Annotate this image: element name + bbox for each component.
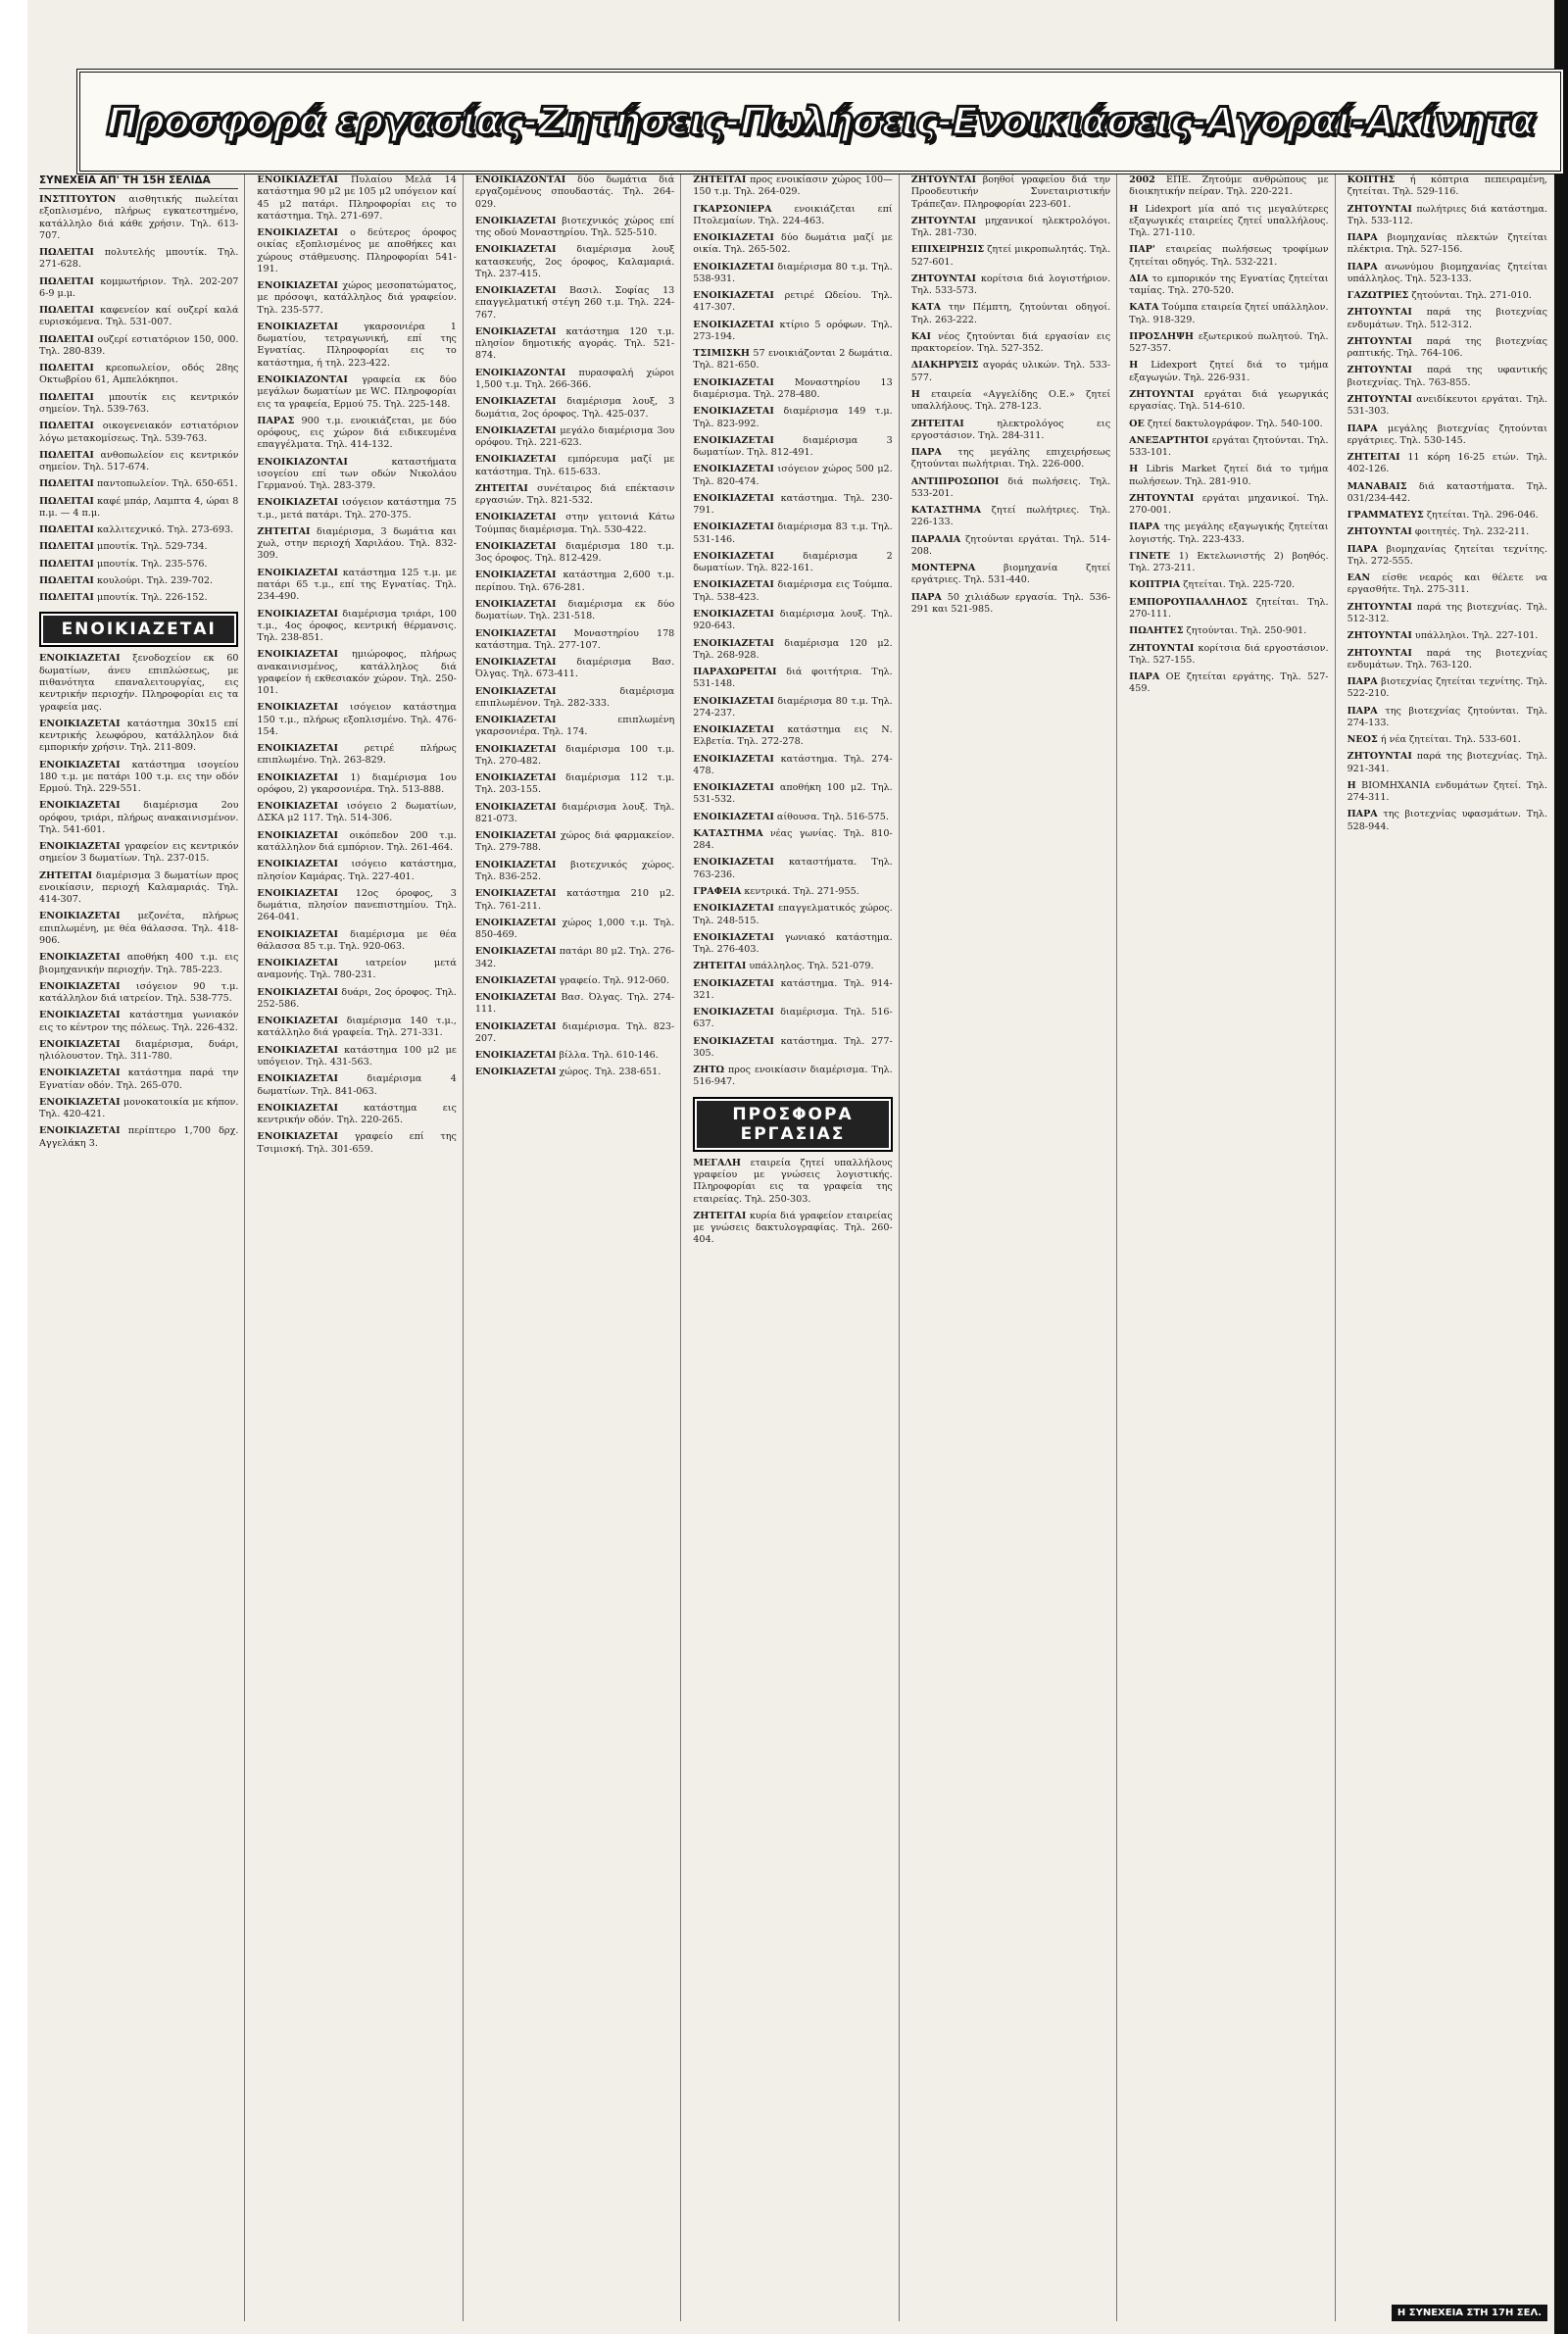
classified-ad: ΕΝΟΙΚΙΑΖΕΤΑΙ κατάστημα 210 μ2. Τηλ. 761-211. [474, 888, 675, 912]
column-1-ads-before [39, 194, 238, 604]
classified-ad: ΚΑΙ νέος ζητούνται διά εργασίαν εις πρακτορείον. Τηλ. 527-352. [910, 330, 1111, 355]
classified-ad: ΕΝΟΙΚΙΑΖΕΤΑΙ κατάστημα. Τηλ. 230-791. [693, 492, 893, 517]
classified-ad: ΠΩΛΕΙΤΑΙ ανθοπωλείον εις κεντρικόν σημείον. Τηλ. 517-674. [39, 449, 239, 473]
classified-ad: ΠΑΡΑ μεγάλης βιοτεχνίας ζητούνται εργάτριες. Τηλ. 530-145. [1347, 422, 1547, 446]
column-1 [39, 174, 245, 2321]
classified-ad: ΠΩΛΕΙΤΑΙ παντοπωλείον. Τηλ. 650-651. [39, 478, 238, 490]
classified-ad: ΠΑΡΑ της βιοτεχνίας ζητούνται. Τηλ. 274-133. [1347, 705, 1547, 728]
classified-ad: ΙΝΣΤΙΤΟΥΤΟΝ αισθητικής πωλείται εξοπλισμένο, πλήρως εγκατεστημένο, κατάλληλο διά κάθε χρήσιν. Τηλ. 613-707. [39, 194, 239, 241]
classified-ad: ΕΝΟΙΚΙΑΖΕΤΑΙ ξενοδοχείον εκ 60 δωματίων, άνευ επιπλώσεως, με πιθανότητα επαναλειτουργίας, εις κεντρικήν περιοχήν. Πληροφορίαι εις τα γραφεία μας. [39, 653, 239, 713]
column-2-ads [257, 174, 456, 1156]
classified-ad: ΕΝΟΙΚΙΑΖΕΤΑΙ ισόγειο 2 δωματίων, ΔΣΚΑ μ2 117. Τηλ. 514-306. [257, 801, 457, 824]
classified-ad: ΕΝΟΙΚΙΑΖΕΤΑΙ διαμέρισμα 140 τ.μ., κατάλληλο διά γραφεία. Τηλ. 271-331. [257, 1016, 457, 1039]
classified-ad: ΠΩΛΕΙΤΑΙ πολυτελής μπουτίκ. Τηλ. 271-628. [39, 247, 239, 271]
classified-ad: ΕΝΟΙΚΙΑΖΕΤΑΙ καταστήματα. Τηλ. 763-236. [693, 857, 893, 880]
classified-ad: ΖΗΤΕΙΤΑΙ διαμέρισμα 3 δωματίων προς ενοικίασιν, περιοχή Καλαμαριάς. Τηλ. 414-307. [39, 869, 239, 906]
classified-ad: ΕΝΟΙΚΙΑΖΕΤΑΙ ισόγειον κατάστημα 75 τ.μ., μετά πατάρι. Τηλ. 270-375. [257, 497, 457, 521]
classified-ad: ΤΣΙΜΙΣΚΗ 57 ενοικιάζονται 2 δωμάτια. Τηλ. 821-650. [693, 348, 893, 372]
classified-ad: ΕΝΟΙΚΙΑΖΕΤΑΙ διαμέρισμα 2ου ορόφου, τριάρι, πλήρως ανακαινισμένον. Τηλ. 541-601. [39, 800, 239, 835]
classified-ad: ΔΙΑ το εμπορικόν της Εγνατίας ζητείται ταμίας. Τηλ. 270-520. [1129, 273, 1329, 297]
classified-ad: ΕΝΟΙΚΙΑΖΕΤΑΙ ισόγειο κατάστημα, πλησίον Καμάρας. Τηλ. 227-401. [257, 859, 457, 882]
classified-ad: ΕΝΟΙΚΙΑΖΕΤΑΙ διαμέρισμα. Τηλ. 823-207. [474, 1020, 675, 1044]
classified-ad: ΠΑΡΑ της βιοτεχνίας υφασμάτων. Τηλ. 528-944. [1347, 809, 1547, 832]
classified-ad: ΕΝΟΙΚΙΑΖΕΤΑΙ κατάστημα εις κεντρικήν οδόν. Τηλ. 220-265. [257, 1102, 457, 1126]
classified-ad: ΠΑΡΑ 50 χιλιάδων εργασία. Τηλ. 536-291 και 521-985. [910, 591, 1111, 615]
classified-ad: ΕΝΟΙΚΙΑΖΕΤΑΙ κατάστημα εις Ν. Ελβετία. Τηλ. 272-278. [693, 724, 893, 748]
classified-ad: ΜΟΝΤΕΡΝΑ βιομηχανία ζητεί εργάτριες. Τηλ. 531-440. [910, 563, 1111, 586]
classified-ad: ΕΝΟΙΚΙΑΖΕΤΑΙ διαμέρισμα 83 τ.μ. Τηλ. 531-146. [693, 521, 893, 545]
classified-ad: ΕΝΟΙΚΙΑΖΕΤΑΙ ρετιρέ Ωδείου. Τηλ. 417-307. [693, 290, 893, 314]
column-7 [1348, 174, 1553, 2321]
classified-ad: ΖΗΤΟΥΝΤΑΙ παρά της βιοτεχνίας. Τηλ. 921-341. [1347, 751, 1547, 774]
classified-ad: ΖΗΤΟΥΝΤΑΙ εργάται διά γεωργικάς εργασίας. Τηλ. 514-610. [1129, 388, 1329, 413]
classified-ad: ΕΝΟΙΚΙΑΖΕΤΑΙ κατάστημα ισογείου 180 τ.μ. με πατάρι 100 τ.μ. εις την οδόν Ερμού. Τηλ. 229-551. [39, 759, 239, 795]
classified-ad: ΓΑΖΩΤΡΙΕΣ ζητούνται. Τηλ. 271-010. [1347, 290, 1532, 302]
classifieds-banner [76, 69, 1564, 174]
classified-ad: ΕΝΟΙΚΙΑΖΕΤΑΙ δύο δωμάτια μαζί με οικία. Τηλ. 265-502. [693, 232, 893, 256]
classified-ad: ΕΝΟΙΚΙΑΖΕΤΑΙ γραφείον εις κεντρικόν σημείον 3 δωματίων. Τηλ. 237-015. [39, 841, 239, 865]
classified-ad: ΕΝΟΙΚΙΑΖΕΤΑΙ οικόπεδον 200 τ.μ. κατάλληλον διά εμπόριον. Τηλ. 261-464. [257, 829, 457, 854]
classified-ad: ΕΝΟΙΚΙΑΖΕΤΑΙ στην γειτονιά Κάτω Τούμπας διαμέρισμα. Τηλ. 530-422. [474, 512, 675, 535]
classified-ad: ΑΝΕΞΑΡΤΗΤΟΙ εργάται ζητούνται. Τηλ. 533-101. [1129, 434, 1329, 459]
classified-ad: ΑΝΤΙΠΡΟΣΩΠΟΙ διά πωλήσεις. Τηλ. 533-201. [910, 475, 1111, 499]
classified-ad: ΕΝΟΙΚΙΑΖΕΤΑΙ διαμέρισμα λουξ. Τηλ. 920-643. [693, 608, 893, 632]
classified-ad: ΖΗΤΕΙΤΑΙ 11 κόρη 16-25 ετών. Τηλ. 402-126. [1347, 452, 1547, 475]
classified-ad: ΕΝΟΙΚΙΑΖΕΤΑΙ ιατρείον μετά αναμονής. Τηλ. 780-231. [257, 958, 457, 981]
classified-ad: ΕΝΟΙΚΙΑΖΕΤΑΙ βίλλα. Τηλ. 610-146. [474, 1050, 659, 1062]
classified-ad: ΕΝΟΙΚΙΑΖΕΤΑΙ διαμέρισμα 120 μ2. Τηλ. 268-928. [693, 637, 893, 661]
classified-ad: ΠΑΡΑ βιομηχανίας πλεκτών ζητείται πλέκτρια. Τηλ. 527-156. [1347, 232, 1547, 256]
classified-ad: ΚΟΠΤΗΣ ή κόπτρια πεπειραμένη, ζητείται. Τηλ. 529-116. [1347, 174, 1547, 198]
classified-ad: ΕΝΟΙΚΙΑΖΕΤΑΙ διαμέρισμα 100 τ.μ. Τηλ. 270-482. [474, 743, 675, 767]
classified-ad: ΕΝΟΙΚΙΑΖΕΤΑΙ διαμέρισμα 3 δωματίων. Τηλ. 812-491. [693, 434, 893, 459]
classified-ad: ΕΝΟΙΚΙΑΖΕΤΑΙ γωνιακό κατάστημα. Τηλ. 276-403. [693, 931, 893, 956]
classified-ad: ΖΗΤΟΥΝΤΑΙ μηχανικοί ηλεκτρολόγοι. Τηλ. 281-730. [910, 215, 1111, 239]
classified-ad: Η Lidexport μία από τις μεγαλύτερες εξαγωγικές εταιρείες ζητεί υπαλλήλους. Τηλ. 271-110. [1129, 203, 1329, 239]
page-right-edge [1554, 0, 1568, 2334]
classified-ad: ΖΗΤΟΥΝΤΑΙ παρά της βιοτεχνίας ενδυμάτων. Τηλ. 512-312. [1347, 307, 1547, 330]
classified-ad: ΕΝΟΙΚΙΑΖΕΤΑΙ διαμέρισμα 180 τ.μ. 3ος όροφος. Τηλ. 812-429. [474, 540, 675, 565]
classifieds-columns [39, 174, 1553, 2321]
classified-ad: ΕΝΟΙΚΙΑΖΕΤΑΙ διαμέρισμα εις Τούμπα. Τηλ. 538-423. [693, 579, 893, 603]
classified-ad: ΕΝΟΙΚΙΑΖΕΤΑΙ χώρος. Τηλ. 238-651. [474, 1067, 662, 1078]
classified-ad: ΖΗΤΕΙΤΑΙ κυρία διά γραφείον εταιρείας με γνώσεις δακτυλογραφίας. Τηλ. 260-404. [693, 1210, 893, 1246]
column-5 [911, 174, 1117, 2321]
column-4-job-ads [693, 1158, 892, 1247]
classified-ad: ΕΝΟΙΚΙΑΖΕΤΑΙ ισόγειον χώρος 500 μ2. Τηλ. 820-474. [693, 464, 893, 487]
classified-ad: ΕΝΟΙΚΙΑΖΕΤΑΙ διαμέρισμα 80 τ.μ. Τηλ. 538-931. [693, 261, 893, 284]
classified-ad: ΠΩΛΕΙΤΑΙ μπουτίκ. Τηλ. 226-152. [39, 592, 208, 604]
classified-ad: ΕΝΟΙΚΙΑΖΕΤΑΙ αποθήκη 100 μ2. Τηλ. 531-532. [693, 782, 893, 806]
classified-ad: ΕΝΟΙΚΙΑΖΕΤΑΙ διαμέρισμα λουξ κατασκευής, 2ος όροφος, Καλαμαριά. Τηλ. 237-415. [474, 244, 675, 279]
column-6-ads [1129, 174, 1328, 696]
classified-ad: ΕΝΟΙΚΙΑΖΕΤΑΙ 12ος όροφος, 3 δωμάτια, πλησίον πανεπιστημίου. Τηλ. 264-041. [257, 887, 457, 923]
classified-ad: ΕΝΟΙΚΙΑΖΕΤΑΙ γραφείο επί της Τσιμισκή. Τηλ. 301-659. [257, 1131, 457, 1155]
classified-ad: ΠΩΛΕΙΤΑΙ κομμωτήριον. Τηλ. 202-207 6-9 μ.μ. [39, 275, 239, 299]
classified-ad: ΕΝΟΙΚΙΑΖΕΤΑΙ διαμέρισμα εκ δύο δωματίων. Τηλ. 231-518. [474, 598, 675, 622]
classified-ad: ΕΝΟΙΚΙΑΖΕΤΑΙ Πυλαίου Μελά 14 κατάστημα 90 μ2 με 105 μ2 υπόγειον καί 45 μ2 πατάρι. Πληροφορίαι εις το κατάστημα. Τηλ. 271-697. [257, 174, 457, 222]
section-heading-rentals: ΕΝΟΙΚΙΑΖΕΤΑΙ [39, 612, 238, 647]
classified-ad: ΓΚΑΡΣΟΝΙΕΡΑ ενοικιάζεται επί Πτολεμαίων. Τηλ. 224-463. [693, 203, 893, 226]
classified-ad: ΖΗΤΟΥΝΤΑΙ παρά της βιοτεχνίας ραπτικής. Τηλ. 764-106. [1347, 335, 1547, 360]
classified-ad: ΕΝΟΙΚΙΑΖΕΤΑΙ χώρος διά φαρμακείον. Τηλ. 279-788. [474, 830, 675, 854]
classified-ad: ΚΑΤΑ Τούμπα εταιρεία ζητεί υπάλληλον. Τηλ. 918-329. [1129, 302, 1329, 325]
classified-ad: ΖΗΤΟΥΝΤΑΙ κορίτσια διά λογιστήριον. Τηλ. 533-573. [910, 273, 1111, 297]
classified-ad: ΕΝΟΙΚΙΑΖΕΤΑΙ επαγγελματικός χώρος. Τηλ. 248-515. [693, 903, 893, 926]
classified-ad: ΕΝΟΙΚΙΑΖΕΤΑΙ μονοκατοικία με κήπον. Τηλ. 420-421. [39, 1096, 239, 1120]
classified-ad: ΖΗΤΟΥΝΤΑΙ υπάλληλοι. Τηλ. 227-101. [1347, 630, 1539, 642]
classified-ad: ΓΡΑΦΕΙΑ κεντρικά. Τηλ. 271-955. [693, 886, 859, 898]
classified-ad: ΖΗΤΟΥΝΤΑΙ πωλήτριες διά κατάστημα. Τηλ. 533-112. [1347, 203, 1547, 226]
classified-ad: ΕΝΟΙΚΙΑΖΕΤΑΙ διαμέρισμα τριάρι, 100 τ.μ., 4ος όροφος, κεντρική θέρμανσις. Τηλ. 238-851. [257, 608, 457, 644]
classified-ad: ΠΩΛΕΙΤΑΙ μπουτίκ. Τηλ. 529-734. [39, 541, 208, 553]
classified-ad: ΕΝΟΙΚΙΑΖΟΝΤΑΙ πυρασφαλή χώροι 1,500 τ.μ. Τηλ. 266-366. [474, 367, 675, 390]
classified-ad: ΕΝΟΙΚΙΑΖΕΤΑΙ δυάρι, 2ος όροφος. Τηλ. 252-586. [257, 986, 457, 1010]
classified-ad: ΖΗΤΟΥΝΤΑΙ φοιτητές. Τηλ. 232-211. [1347, 526, 1530, 538]
classified-ad: ΜΑΝΑΒΑΙΣ διά καταστήματα. Τηλ. 031/234-442. [1347, 480, 1547, 504]
classified-ad: ΖΗΤΩ προς ενοικίασιν διαμέρισμα. Τηλ. 516-947. [693, 1065, 893, 1088]
continuation-footer: Η ΣΥΝΕΧΕΙΑ ΣΤΗ 17Η ΣΕΛ. [1392, 2305, 1547, 2321]
classified-ad: ΠΩΛΕΙΤΑΙ καφέ μπάρ, Λαμπτα 4, ώραι 8 π.μ. — 4 π.μ. [39, 495, 239, 519]
classified-ad: ΠΑΡΑΧΩΡΕΙΤΑΙ διά φοιτήτρια. Τηλ. 531-148. [693, 667, 893, 690]
classified-ad: ΕΝΟΙΚΙΑΖΕΤΑΙ αίθουσα. Τηλ. 516-575. [693, 811, 889, 822]
classified-ad: ΕΝΟΙΚΙΑΖΕΤΑΙ κατάστημα γωνιακόν εις το κέντρον της πόλεως. Τηλ. 226-432. [39, 1010, 239, 1033]
classified-ad: ΚΑΤΑΣΤΗΜΑ νέας γωνίας. Τηλ. 810-284. [693, 827, 893, 852]
classified-ad: ΖΗΤΟΥΝΤΑΙ βοηθοί γραφείου διά την Προοδευτικήν Συνεταιριστικήν Τράπεζαν. Πληροφορίαι 223-601. [910, 174, 1111, 210]
classified-ad: ΕΝΟΙΚΙΑΖΕΤΑΙ διαμέρισμα 4 δωματίων. Τηλ. 841-063. [257, 1073, 457, 1097]
classified-ad: ΖΗΤΟΥΝΤΑΙ παρά της υφαντικής βιοτεχνίας. Τηλ. 763-855. [1347, 365, 1547, 388]
classified-ad: ΠΑΡΑ ανωνύμου βιομηχανίας ζητείται υπάλληλος. Τηλ. 523-133. [1347, 261, 1547, 284]
classified-ad: ΕΝΟΙΚΙΑΖΕΤΑΙ χώρος 1,000 τ.μ. Τηλ. 850-469. [474, 917, 675, 941]
classified-ad: ΕΝΟΙΚΙΑΖΕΤΑΙ κατάστημα 100 μ2 με υπόγειον. Τηλ. 431-563. [257, 1044, 457, 1068]
classified-ad: ΕΝΟΙΚΙΑΖΕΤΑΙ κατάστημα 125 τ.μ. με πατάρι 65 τ.μ., επί της Εγνατίας. Τηλ. 234-490. [257, 567, 457, 603]
classified-ad: ΠΡΟΣΛΗΨΗ εξωτερικού πωλητού. Τηλ. 527-357. [1129, 330, 1329, 355]
classified-ad: ΕΝΟΙΚΙΑΖΕΤΑΙ διαμέρισμα 149 τ.μ. Τηλ. 823-992. [693, 406, 893, 429]
banner-title: Προσφορά εργασίας-Ζητήσεις-Πωλήσεις-Ενοικιάσεις-Αγοραί-Ακίνητα [106, 99, 1535, 144]
classified-ad: ΕΝΟΙΚΙΑΖΕΤΑΙ διαμέρισμα 112 τ.μ. Τηλ. 203-155. [474, 772, 675, 796]
column-5-ads [911, 174, 1110, 616]
classified-ad: ΖΗΤΟΥΝΤΑΙ παρά της βιοτεχνίας. Τηλ. 512-312. [1347, 601, 1547, 624]
classified-ad: ΟΕ ζητεί δακτυλογράφον. Τηλ. 540-100. [1129, 418, 1323, 429]
classified-ad: ΕΝΟΙΚΙΑΖΕΤΑΙ Βασ. Όλγας. Τηλ. 274-111. [474, 992, 675, 1016]
classified-ad: ΕΝΟΙΚΙΑΖΕΤΑΙ περίπτερο 1,700 δρχ. Αγγελάκη 3. [39, 1125, 239, 1149]
classified-ad: ΕΝΟΙΚΙΑΖΕΤΑΙ κτίριο 5 ορόφων. Τηλ. 273-194. [693, 319, 893, 342]
classified-ad: ΠΑΡΑ βιοτεχνίας ζητείται τεχνίτης. Τηλ. 522-210. [1347, 676, 1547, 700]
classified-ad: ΕΝΟΙΚΙΑΖΕΤΑΙ διαμέρισμα με θέα θάλασσα 85 τ.μ. Τηλ. 920-063. [257, 928, 457, 952]
classified-ad: ΕΝΟΙΚΙΑΖΕΤΑΙ πατάρι 80 μ2. Τηλ. 276-342. [474, 946, 675, 969]
classified-ad: ΕΝΟΙΚΙΑΖΕΤΑΙ χώρος μεσοπατώματος, με πρόσοψι, κατάλληλος διά γραφείον. Τηλ. 235-577. [257, 280, 457, 316]
classified-ad: ΕΝΟΙΚΙΑΖΕΤΑΙ κατάστημα παρά την Εγνατίαν οδόν. Τηλ. 265-070. [39, 1068, 239, 1091]
classified-ad: ΠΩΛΕΙΤΑΙ κουλούρι. Τηλ. 239-702. [39, 574, 214, 586]
classified-ad: ΠΑΡΑ βιομηχανίας ζητείται τεχνίτης. Τηλ. 272-555. [1347, 543, 1547, 567]
classified-ad: ΠΑΡΑ της μεγάλης επιχειρήσεως ζητούνται πωλήτριαι. Τηλ. 226-000. [910, 447, 1111, 471]
classified-ad: ΠΩΛΕΙΤΑΙ μπουτίκ. Τηλ. 235-576. [39, 558, 208, 570]
classified-ad: Η ΒΙΟΜΗΧΑΝΙΑ ενδυμάτων ζητεί. Τηλ. 274-311. [1347, 779, 1547, 804]
classified-ad: ΕΝΟΙΚΙΑΖΕΤΑΙ μεγάλο διαμέρισμα 3ου ορόφου. Τηλ. 221-623. [474, 424, 675, 449]
classified-ad: ΖΗΤΟΥΝΤΑΙ εργάται μηχανικοί. Τηλ. 270-001. [1129, 492, 1329, 517]
classified-ad: ΓΙΝΕΤΕ 1) Εκτελωνιστής 2) βοηθός. Τηλ. 273-211. [1129, 550, 1329, 574]
classified-ad: ΚΟΠΤΡΙΑ ζητείται. Τηλ. 225-720. [1129, 579, 1296, 591]
classified-ad: ΕΝΟΙΚΙΑΖΕΤΑΙ ρετιρέ πλήρως επιπλωμένο. Τηλ. 263-829. [257, 743, 457, 767]
classified-ad: Η εταιρεία «Αγγελίδης Ο.Ε.» ζητεί υπαλλήλους. Τηλ. 278-123. [910, 388, 1111, 413]
classified-ad: ΕΝΟΙΚΙΑΖΕΤΑΙ διαμέρισμα λουξ. Τηλ. 821-073. [474, 801, 675, 824]
classified-ad: ΚΑΤΑ την Πέμπτη, ζητούνται οδηγοί. Τηλ. 263-222. [910, 302, 1111, 325]
classified-ad: ΕΝΟΙΚΙΑΖΕΤΑΙ κατάστημα. Τηλ. 274-478. [693, 753, 893, 776]
classified-ad: ΜΕΓΑΛΗ εταιρεία ζητεί υπαλλήλους γραφείου με γνώσεις λογιστικής. Πληροφορίαι εις τα γραφεία της εταιρείας. Τηλ. 250-303. [693, 1157, 893, 1205]
classified-ad: ΕΑΝ είσθε νεαρός και θέλετε να εργασθήτε. Τηλ. 275-311. [1347, 572, 1547, 596]
classified-ad: ΕΝΟΙΚΙΑΖΟΝΤΑΙ δύο δωμάτια διά εργαζομένους σπουδαστάς. Τηλ. 264-029. [474, 174, 675, 210]
classified-ad: ΖΗΤΕΙΤΑΙ υπάλληλος. Τηλ. 521-079. [693, 961, 874, 972]
column-6 [1129, 174, 1335, 2321]
column-2 [257, 174, 463, 2321]
page-left-margin [0, 0, 27, 2334]
classified-ad: ΕΠΙΧΕΙΡΗΣΙΣ ζητεί μικροπωλητάς. Τηλ. 527-601. [910, 244, 1111, 268]
classified-ad: ΖΗΤΕΙΤΑΙ ηλεκτρολόγος εις εργοστάσιον. Τηλ. 284-311. [910, 418, 1111, 441]
column-4-ads [693, 174, 892, 1089]
classified-ad: ΕΝΟΙΚΙΑΖΕΤΑΙ ημιώροφος, πλήρως ανακαινισμένος, κατάλληλος διά γραφείον ή εκθεσιακόν χώρον. Τηλ. 250-101. [257, 649, 457, 697]
column-3 [475, 174, 681, 2321]
classified-ad: ΖΗΤΕΙΤΑΙ διαμέρισμα, 3 δωμάτια και χωλ, στην περιοχή Χαριλάου. Τηλ. 832-309. [257, 525, 457, 562]
classified-ad: ΕΝΟΙΚΙΑΖΕΤΑΙ γκαρσονιέρα 1 δωματίου, τετραγωνική, επί της Εγνατίας. Πληροφορίαι εις το κατάστημα, ή τηλ. 223-422. [257, 321, 457, 369]
column-4 [693, 174, 899, 2321]
classified-ad: ΕΝΟΙΚΙΑΖΕΤΑΙ κατάστημα 30x15 επί κεντρικής λεωφόρου, κατάλληλον διά εμπορικήν χρήσιν. Τηλ. 211-809. [39, 718, 239, 754]
classified-ad: ΕΝΟΙΚΙΑΖΕΤΑΙ Βασιλ. Σοφίας 13 επαγγελματική στέγη 260 τ.μ. Τηλ. 224-767. [474, 285, 675, 321]
classified-ad: ΕΝΟΙΚΙΑΖΕΤΑΙ κατάστημα. Τηλ. 914-321. [693, 977, 893, 1001]
classified-ad: ΔΙΑΚΗΡΥΞΙΣ αγοράς υλικών. Τηλ. 533-577. [910, 360, 1111, 383]
classified-ad: ΖΗΤΟΥΝΤΑΙ κορίτσια διά εργοστάσιον. Τηλ. 527-155. [1129, 642, 1329, 666]
classified-ad: ΕΝΟΙΚΙΑΖΕΤΑΙ κατάστημα 2,600 τ.μ. περίπου. Τηλ. 676-281. [474, 570, 675, 593]
classified-ad: ΕΝΟΙΚΙΑΖΕΤΑΙ ο δεύτερος όροφος οικίας εξοπλισμένος με αποθήκες και χώρους στάθμευσης. Πληροφορίαι 541-191. [257, 227, 457, 274]
column-3-ads [475, 174, 674, 1079]
continuation-header: ΣΥΝΕΧΕΙΑ ΑΠ' ΤΗ 15Η ΣΕΛΙΔΑ [39, 174, 238, 189]
classified-ad: ΕΝΟΙΚΙΑΖΕΤΑΙ επιπλωμένη γκαρσονιέρα. Τηλ. 174. [474, 715, 675, 738]
classified-ad: Η Lidexport ζητεί διά το τμήμα εξαγωγών. Τηλ. 226-931. [1129, 360, 1329, 383]
classified-ad: ΕΝΟΙΚΙΑΖΕΤΑΙ διαμέρισμα λουξ, 3 δωμάτια, 2ος όροφος. Τηλ. 425-037. [474, 396, 675, 420]
classified-ad: ΚΑΤΑΣΤΗΜΑ ζητεί πωλήτριες. Τηλ. 226-133. [910, 505, 1111, 528]
classified-ad: ΕΝΟΙΚΙΑΖΕΤΑΙ διαμέρισμα. Τηλ. 516-637. [693, 1007, 893, 1030]
column-1-ads-after [39, 653, 238, 1150]
classified-ad: ΕΜΠΟΡΟΥΠΑΛΛΗΛΟΣ ζητείται. Τηλ. 270-111. [1129, 596, 1329, 620]
classified-ad: ΕΝΟΙΚΙΑΖΟΝΤΑΙ γραφεία εκ δύο μεγάλων δωματίων με WC. Πληροφορίαι εις τα γραφεία, Ερμού 75. Τηλ. 225-148. [257, 373, 457, 410]
classified-ad: ΖΗΤΕΙΤΑΙ προς ενοικίασιν χώρος 100—150 τ.μ. Τηλ. 264-029. [693, 174, 893, 198]
classified-ad: ΕΝΟΙΚΙΑΖΕΤΑΙ διαμέρισμα Βασ. Όλγας. Τηλ. 673-411. [474, 657, 675, 680]
classified-ad: Η Libris Market ζητεί διά το τμήμα πωλήσεων. Τηλ. 281-910. [1129, 464, 1329, 487]
classified-ad: ΕΝΟΙΚΙΑΖΕΤΑΙ εμπόρευμα μαζί με κατάστημα. Τηλ. 615-633. [474, 454, 675, 477]
classified-ad: ΠΩΛΕΙΤΑΙ καλλιτεχνικό. Τηλ. 273-693. [39, 524, 234, 536]
classified-ad: ΕΝΟΙΚΙΑΖΕΤΑΙ βιοτεχνικός χώρος επί της οδού Μοναστηρίου. Τηλ. 525-510. [474, 215, 675, 239]
classified-ad: ΕΝΟΙΚΙΑΖΕΤΑΙ κατάστημα. Τηλ. 277-305. [693, 1035, 893, 1059]
classified-ad: ΕΝΟΙΚΙΑΖΕΤΑΙ μεζονέτα, πλήρως επιπλωμένη, με θέα θάλασσα. Τηλ. 418-906. [39, 911, 239, 947]
classified-ad: ΠΩΛΕΙΤΑΙ οικογενειακόν εστιατόριον λόγω μετακομίσεως. Τηλ. 539-763. [39, 421, 239, 444]
classified-ad: 2002 ΕΠΕ. Ζητούμε ανθρώπους με διοικητικήν πείραν. Τηλ. 220-221. [1129, 174, 1329, 198]
classified-ad: ΕΝΟΙΚΙΑΖΟΝΤΑΙ καταστήματα ισογείου επί των οδών Νικολάου Γερμανού. Τηλ. 283-379. [257, 456, 457, 492]
classified-ad: ΠΩΛΕΙΤΑΙ κρεοπωλείον, οδός 28ης Οκτωβρίου 61, Αμπελόκηποι. [39, 363, 239, 386]
classified-ad: ΕΝΟΙΚΙΑΖΕΤΑΙ διαμέρισμα 80 τ.μ. Τηλ. 274-237. [693, 695, 893, 719]
classified-ad: ΠΑΡΑ της μεγάλης εξαγωγικής ζητείται λογιστής. Τηλ. 223-433. [1129, 521, 1329, 545]
classified-ad: ΕΝΟΙΚΙΑΖΕΤΑΙ ισόγειον κατάστημα 150 τ.μ., πλήρως εξοπλισμένο. Τηλ. 476-154. [257, 702, 457, 737]
classified-ad: ΠΑΡΑΛΙΑ ζητούνται εργάται. Τηλ. 514-208. [910, 533, 1111, 557]
classified-ad: ΠΑΡΑΣ 900 τ.μ. ενοικιάζεται, με δύο ορόφους, εις χώρον διά ειδικευμένα επαγγέλματα. Τηλ. 414-132. [257, 415, 457, 451]
classified-ad: ΕΝΟΙΚΙΑΖΕΤΑΙ διαμέρισμα 2 δωματίων. Τηλ. 822-161. [693, 550, 893, 574]
classified-ad: ΕΝΟΙΚΙΑΖΕΤΑΙ διαμέρισμα, δυάρι, ηλιόλουστον. Τηλ. 311-780. [39, 1038, 239, 1063]
classified-ad: ΕΝΟΙΚΙΑΖΕΤΑΙ βιοτεχνικός χώρος. Τηλ. 836-252. [474, 859, 675, 883]
classified-ad: ΠΩΛΕΙΤΑΙ ουζερί εστιατόριον 150, 000. Τηλ. 280-839. [39, 333, 239, 357]
classified-ad: ΠΩΛΕΙΤΑΙ καφενείον καί ουζερί καλά ευρισκόμενα. Τηλ. 531-007. [39, 305, 239, 328]
classified-ad: ΝΕΟΣ ή νέα ζητείται. Τηλ. 533-601. [1347, 734, 1521, 746]
classified-ad: ΖΗΤΕΙΤΑΙ συνέταιρος διά επέκτασιν εργασιών. Τηλ. 821-532. [474, 482, 675, 507]
classified-ad: ΕΝΟΙΚΙΑΖΕΤΑΙ κατάστημα 120 τ.μ. πλησίον δημοτικής αγοράς. Τηλ. 521-874. [474, 325, 675, 362]
classified-ad: ΠΩΛΕΙΤΑΙ μπουτίκ εις κεντρικόν σημείον. Τηλ. 539-763. [39, 391, 239, 415]
classified-ad: ΕΝΟΙΚΙΑΖΕΤΑΙ γραφείο. Τηλ. 912-060. [474, 974, 669, 986]
section-heading-job-offers: ΠΡΟΣΦΟΡΑ ΕΡΓΑΣΙΑΣ [693, 1097, 892, 1152]
classified-ad: ΓΡΑΜΜΑΤΕΥΣ ζητείται. Τηλ. 296-046. [1347, 510, 1539, 521]
classified-ad: ΕΝΟΙΚΙΑΖΕΤΑΙ Μοναστηρίου 13 διαμέρισμα. Τηλ. 278-480. [693, 376, 893, 400]
classified-ad: ΕΝΟΙΚΙΑΖΕΤΑΙ 1) διαμέρισμα 1ου ορόφου, 2) γκαρσονιέρα. Τηλ. 513-888. [257, 771, 457, 795]
classified-ad: ΖΗΤΟΥΝΤΑΙ ανειδίκευτοι εργάται. Τηλ. 531-303. [1347, 393, 1547, 418]
column-7-ads [1348, 174, 1547, 833]
classified-ad: ΠΑΡΑ ΟΕ ζητείται εργάτης. Τηλ. 527-459. [1129, 671, 1329, 695]
classified-ad: ΕΝΟΙΚΙΑΖΕΤΑΙ αποθήκη 400 τ.μ. εις βιομηχανικήν περιοχήν. Τηλ. 785-223. [39, 952, 239, 975]
classified-ad: ΕΝΟΙΚΙΑΖΕΤΑΙ διαμέρισμα επιπλωμένον. Τηλ. 282-333. [474, 685, 675, 709]
classified-ad: ΠΑΡ' εταιρείας πωλήσεως τροφίμων ζητείται οδηγός. Τηλ. 532-221. [1129, 244, 1329, 268]
classified-ad: ΕΝΟΙΚΙΑΖΕΤΑΙ Μοναστηρίου 178 κατάστημα. Τηλ. 277-107. [474, 627, 675, 651]
classified-ad: ΖΗΤΟΥΝΤΑΙ παρά της βιοτεχνίας ενδυμάτων. Τηλ. 763-120. [1347, 647, 1547, 670]
classified-ad: ΕΝΟΙΚΙΑΖΕΤΑΙ ισόγειον 90 τ.μ. κατάλληλον διά ιατρείον. Τηλ. 538-775. [39, 980, 239, 1005]
classified-ad: ΠΩΛΗΤΕΣ ζητούνται. Τηλ. 250-901. [1129, 625, 1307, 637]
